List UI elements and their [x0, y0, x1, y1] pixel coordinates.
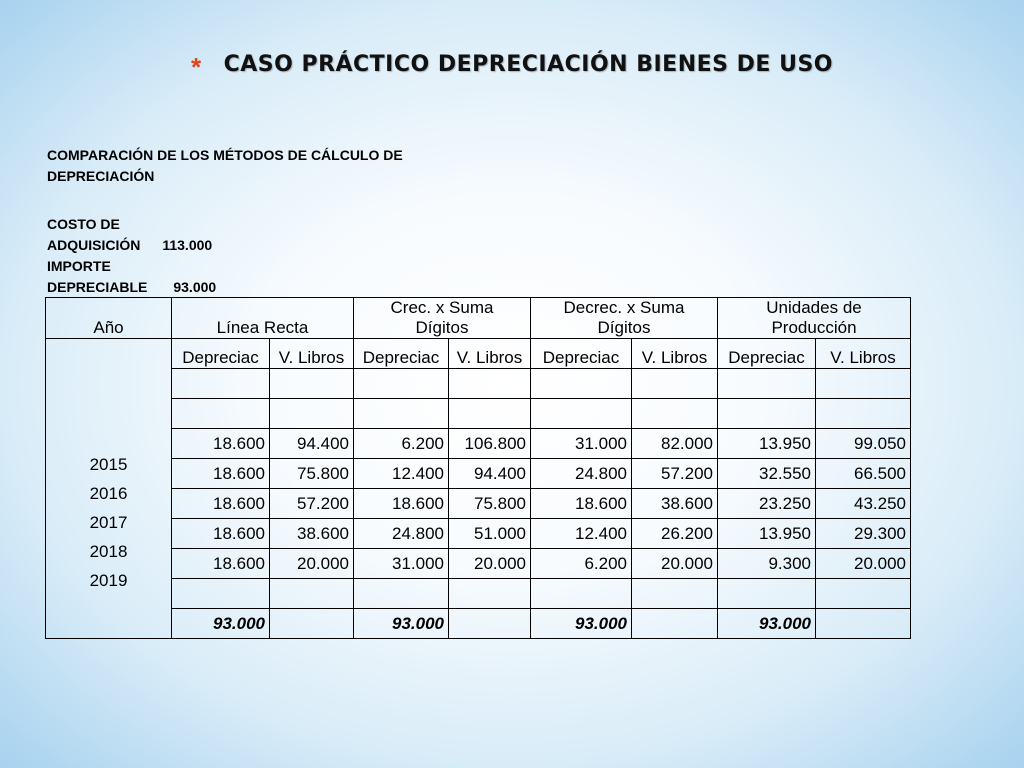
value-cell: 99.050 — [816, 429, 911, 459]
table-row — [46, 489, 911, 519]
value-cell: 12.400 — [354, 459, 449, 489]
value-cell: 23.250 — [718, 489, 816, 519]
value-cell: 18.600 — [172, 489, 270, 519]
header-unid-line-2: Producción — [771, 318, 857, 337]
table-row — [46, 429, 911, 459]
header-decrec-suma-digitos — [531, 298, 718, 339]
value-cell: 94.400 — [449, 459, 531, 489]
value-cell: 94.400 — [270, 429, 354, 459]
value-cell: 12.400 — [531, 519, 632, 549]
table-row — [46, 519, 911, 549]
total-decrec-suma: 93.000 — [531, 609, 632, 639]
value-cell: 31.000 — [354, 549, 449, 579]
depreciable-line — [47, 277, 216, 298]
year-cell: 2018 — [89, 542, 128, 561]
value-cell: 20.000 — [816, 549, 911, 579]
value-cell: 75.800 — [449, 489, 531, 519]
value-cell: 18.600 — [354, 489, 449, 519]
table-subheader-row — [46, 339, 911, 369]
value-cell: 18.600 — [531, 489, 632, 519]
depreciable-value: 93.000 — [173, 279, 217, 295]
header-crec-suma-digitos — [354, 298, 531, 339]
value-cell: 43.250 — [816, 489, 911, 519]
value-cell: 51.000 — [449, 519, 531, 549]
value-cell: 38.600 — [632, 489, 718, 519]
table-row — [46, 549, 911, 579]
value-cell: 75.800 — [270, 459, 354, 489]
value-cell: 18.600 — [172, 549, 270, 579]
value-cell: 13.950 — [718, 519, 816, 549]
value-cell: 32.550 — [718, 459, 816, 489]
spacer-row — [46, 579, 911, 609]
subheader-cell: Depreciac — [172, 339, 270, 369]
value-cell: 31.000 — [531, 429, 632, 459]
cost-summary — [47, 214, 216, 298]
depreciable-label-line-1: IMPORTE — [47, 258, 111, 274]
subheader-cell: Depreciac — [354, 339, 449, 369]
header-crec-line-1: Crec. x Suma — [390, 298, 494, 317]
year-cell: 2017 — [89, 513, 128, 532]
value-cell: 20.000 — [270, 549, 354, 579]
total-linea-recta: 93.000 — [172, 609, 270, 639]
value-cell: 26.200 — [632, 519, 718, 549]
header-linea-recta: Línea Recta — [172, 298, 354, 339]
subheader-cell: V. Libros — [632, 339, 718, 369]
header-decrec-line-2: Dígitos — [597, 318, 651, 337]
asterisk-bullet-icon: * — [190, 52, 202, 82]
value-cell: 20.000 — [449, 549, 531, 579]
value-cell: 18.600 — [172, 429, 270, 459]
blank-row — [46, 369, 911, 399]
header-year: Año — [46, 298, 172, 339]
year-cell: 2019 — [89, 571, 128, 590]
value-cell: 6.200 — [354, 429, 449, 459]
subheader-cell: V. Libros — [270, 339, 354, 369]
year-column — [46, 339, 172, 639]
depreciable-label-line-2: DEPRECIABLE — [47, 279, 148, 295]
value-cell: 29.300 — [816, 519, 911, 549]
value-cell: 20.000 — [632, 549, 718, 579]
total-crec-suma: 93.000 — [354, 609, 449, 639]
total-unidades-produccion: 93.000 — [718, 609, 816, 639]
value-cell: 38.600 — [270, 519, 354, 549]
subheader-cell: Depreciac — [718, 339, 816, 369]
year-cell: 2015 — [89, 455, 128, 474]
value-cell: 9.300 — [718, 549, 816, 579]
value-cell: 82.000 — [632, 429, 718, 459]
year-cell: 2016 — [89, 484, 128, 503]
value-cell: 24.800 — [354, 519, 449, 549]
value-cell: 13.950 — [718, 429, 816, 459]
table-header-row — [46, 298, 911, 339]
table-row — [46, 459, 911, 489]
depreciation-table — [45, 297, 911, 639]
cost-label-line-2: ADQUISICIÓN — [47, 237, 141, 253]
cost-label-line-1: COSTO DE — [47, 216, 120, 232]
value-cell: 57.200 — [632, 459, 718, 489]
slide-title-row — [0, 52, 1024, 83]
slide-title: CASO PRÁCTICO DEPRECIACIÓN BIENES DE USO — [223, 52, 834, 77]
header-crec-line-2: Dígitos — [415, 318, 469, 337]
value-cell: 57.200 — [270, 489, 354, 519]
cost-value: 113.000 — [162, 237, 213, 253]
spacer-row — [46, 399, 911, 429]
value-cell: 6.200 — [531, 549, 632, 579]
totals-row — [46, 609, 911, 639]
value-cell: 18.600 — [172, 459, 270, 489]
header-unidades-produccion — [718, 298, 911, 339]
subheader-cell: Depreciac — [531, 339, 632, 369]
header-unid-line-1: Unidades de — [766, 298, 862, 317]
header-decrec-line-1: Decrec. x Suma — [563, 298, 685, 317]
value-cell: 106.800 — [449, 429, 531, 459]
subheader-cell: V. Libros — [816, 339, 911, 369]
value-cell: 18.600 — [172, 519, 270, 549]
subheader-cell: V. Libros — [449, 339, 531, 369]
value-cell: 66.500 — [816, 459, 911, 489]
comparison-subtitle: COMPARACIÓN DE LOS MÉTODOS DE CÁLCULO DE DEPRECIACIÓN — [47, 147, 403, 184]
value-cell: 24.800 — [531, 459, 632, 489]
cost-line — [47, 235, 216, 256]
